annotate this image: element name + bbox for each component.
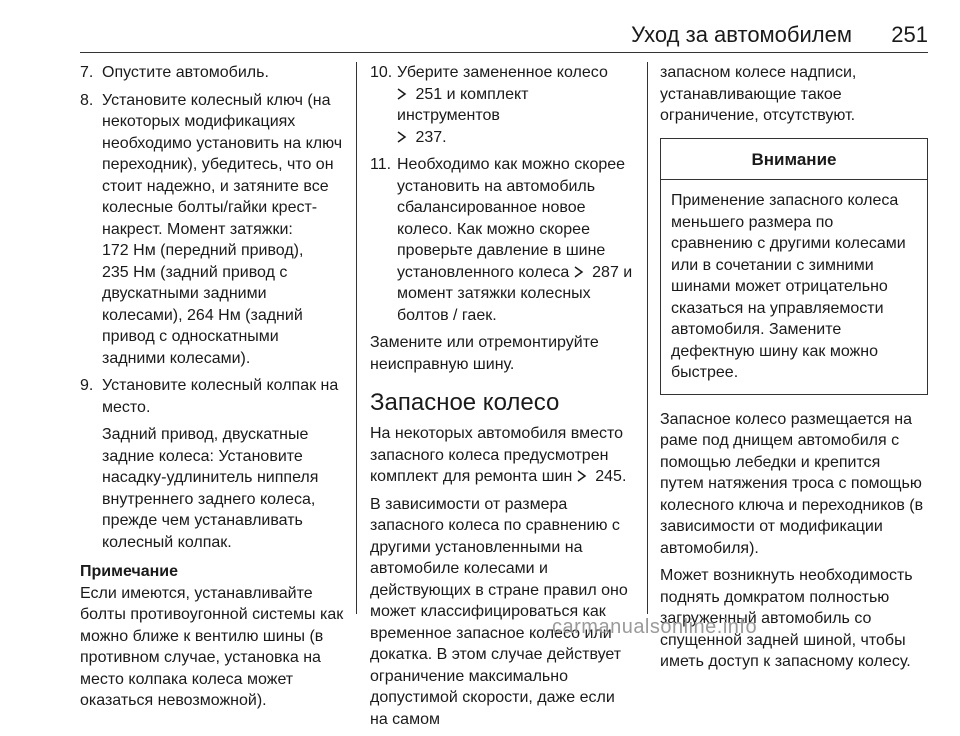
list-item-7 [80,62,345,84]
list-text-part: и момент затяжки колесных болтов / гаек. [397,263,633,324]
note-title: Примечание [80,563,179,580]
paragraph: Замените или отремонтируйте неисправную шину. [370,334,599,373]
page-header [0,0,960,52]
page-ref[interactable]: 287 [592,263,619,281]
paragraph: Может возникнуть необходимость поднять домкратом полностью загруженный автомобиль со спущенной задней шиной, чтобы иметь доступ к запасному колесу. [660,567,913,670]
list-text [397,62,635,148]
list-number: 8. [80,91,94,109]
paragraph: В зависимости от размера запасного колеса по сравнению с другими установленными на автомобиле колесами и действующих в стране правил оно может классифицироваться как временное запасное колесо или докатка. В этом случае действует ограничение максимально допустимой скорости, даже если на самом [370,495,628,728]
list-text [102,375,345,553]
header-rule [80,52,928,53]
page-ref-arrow-icon [397,84,411,106]
column-right [660,62,928,679]
page-ref[interactable]: 237. [415,128,447,146]
column-divider [647,62,648,614]
paragraph: Запасное колесо размещается на раме под днищем автомобиля с помощью лебедки и крепится путем натяжения троса с помощью колесного ключа и переходников (в зависимости от модификации автомобиля). [660,410,924,557]
torque-front: 172 Нм (передний привод), [102,242,304,259]
page-ref[interactable]: 251 [415,85,443,103]
warning-box [660,138,928,395]
list-text-part: Необходимо как можно скорее установить на автомобиль сбалансированное новое колесо. Как можно скорее проверьте давление в шине установленного колеса [397,156,626,281]
note-text: Если имеются, устанавливайте болты противоугонной системы как можно ближе к вентилю шины (в противном случае, установка на место колпака колеса может оказаться невозможной). [80,584,344,709]
column-divider [356,62,357,614]
section-title: Запасное колесо [370,389,560,416]
page-ref[interactable]: 245. [595,468,627,485]
warning-title: Внимание [661,139,927,181]
list-text-part: и комплект инструментов [397,85,529,124]
page-title: Уход за автомобилем [631,22,852,47]
torque-rear: 235 Нм (задний привод с двускатными задними колесами), 264 Нм (задний привод с односкатными задними колесами). [102,263,303,367]
page-number: 251 [891,22,928,47]
list-number: 7. [80,64,94,81]
column-left [80,62,345,712]
warning-text: Применение запасного колеса меньшего размера по сравнению с другими колесами или в сочетании с зимними шинами может отрицательно сказаться на управляемости автомобиля. Замените дефектную шину как можно быстрее. [671,192,906,381]
list-number: 9. [80,377,94,394]
list-item-9 [80,375,345,553]
paragraph [370,423,635,488]
paragraph-text: На некоторых автомобиля вместо запасного колеса предусмотрен комплект для ремонта шин [370,425,624,485]
list-text-main: Установите колесный колпак на место. [102,377,339,416]
page-ref-arrow-icon [574,262,588,284]
paragraph: запасном колесе надписи, устанавливающие такое ограничение, отсутствуют. [660,64,857,124]
list-text: Опустите автомобиль. [102,64,269,81]
page-ref-arrow-icon [397,127,411,149]
list-text [397,154,635,326]
list-item-11 [370,154,635,326]
list-item-10 [370,62,635,148]
list-number: 11. [370,156,392,173]
list-number: 10. [370,64,393,81]
torque-intro: Установите колесный ключ (на некоторых модификациях необходимо установить на ключ переходник), убедитесь, что он стоит надежно, и затяните все колесные болты/гайки крест-накрест. Момент затяжки: [102,91,343,238]
list-text [102,90,345,370]
watermark: carmanualsonline.info [552,616,758,638]
list-text-extra: Задний привод, двускатные задние колеса: Установите насадку-удлинитель ниппеля внутреннего заднего колеса, прежде чем устанавливать колесный колпак. [102,426,319,551]
page-ref-arrow-icon [577,466,591,488]
list-item-8 [80,90,345,370]
list-text-part: Уберите замененное колесо [397,64,608,81]
